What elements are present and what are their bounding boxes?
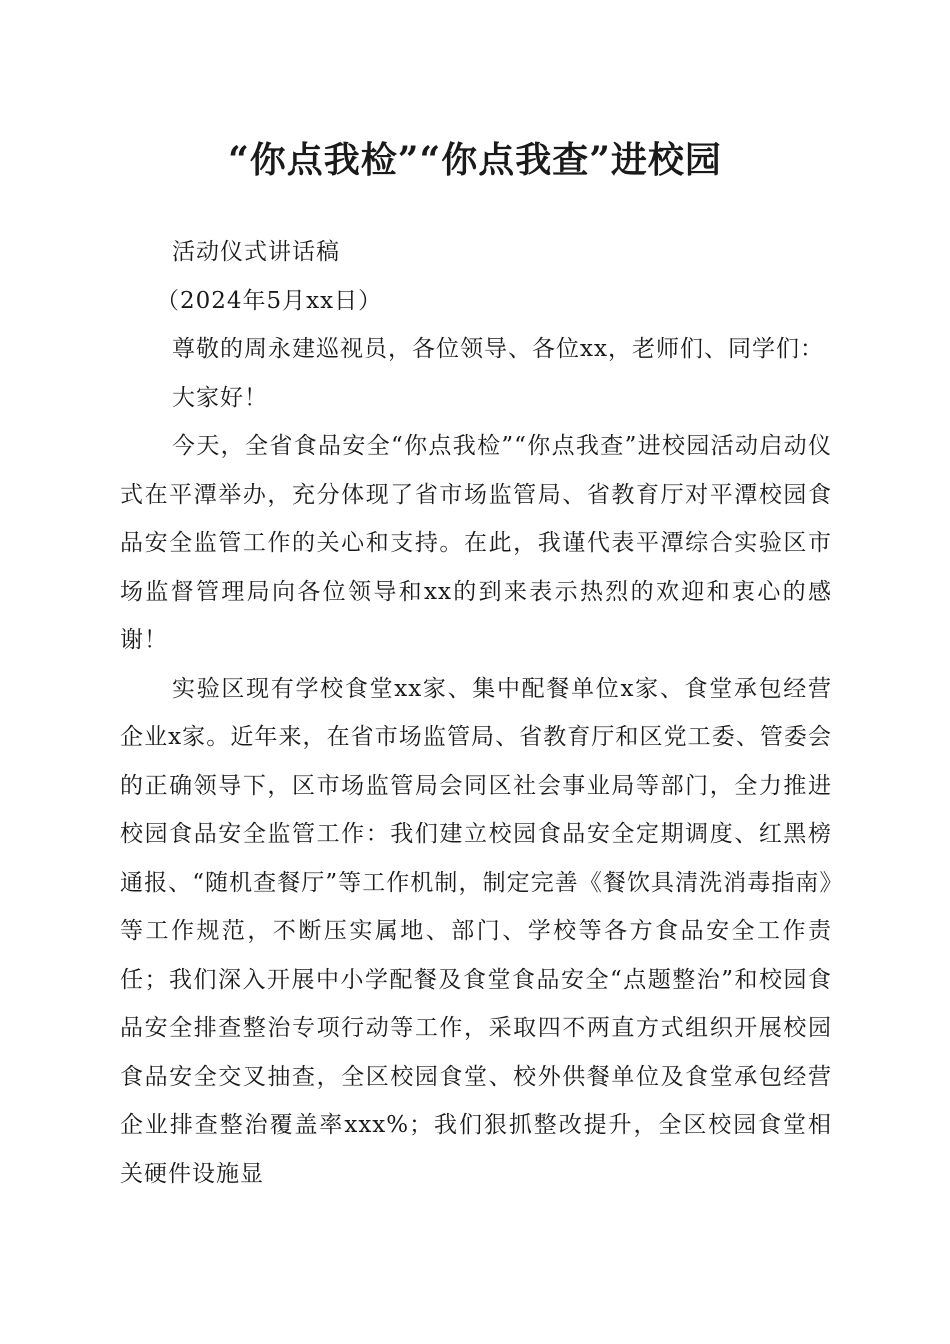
document-title: “你点我检”“你点我查”进校园 [228, 139, 722, 181]
greeting: 大家好！ [172, 384, 268, 411]
document-date: （2024年5月xx日） [156, 287, 383, 314]
paragraph: 今天，全省食品安全“你点我检”“你点我查”进校园活动启动仪式在平潭举办，充分体现了省市场监管局、省教育厅对平潭校园食品安全监管工作的关心和支持。在此，我谨代表平潭综合实验区市场监督管理局向各位领导和xx的到来表示热烈的欢迎和衷心的感谢！ [120, 433, 832, 653]
document-body [120, 228, 832, 1198]
salutation: 尊敬的周永建巡视员，各位领导、各位xx，老师们、同学们： [172, 336, 824, 362]
paragraph: 实验区现有学校食堂xx家、集中配餐单位x家、食堂承包经营企业x家。近年来，在省市场监管局、省教育厅和区党工委、管委会的正确领导下，区市场监管局会同区社会事业局等部门，全力推进校园食品安全监管工作：我们建立校园食品安全定期调度、红黑榜通报、“随机查餐厅”等工作机制，制定完善《餐饮具清洗消毒指南》等工作规范，不断压实属地、部门、学校等各方食品安全工作责任；我们深入开展中小学配餐及食堂食品安全“点题整治”和校园食品安全排查整治专项行动等工作，采取四不两直方式组织开展校园食品安全交叉抽查，全区校园食堂、校外供餐单位及食堂承包经营企业排查整治覆盖率xxx%；我们狠抓整改提升，全区校园食堂相关硬件设施显 [120, 675, 832, 1187]
document-subtitle: 活动仪式讲话稿 [172, 239, 340, 265]
